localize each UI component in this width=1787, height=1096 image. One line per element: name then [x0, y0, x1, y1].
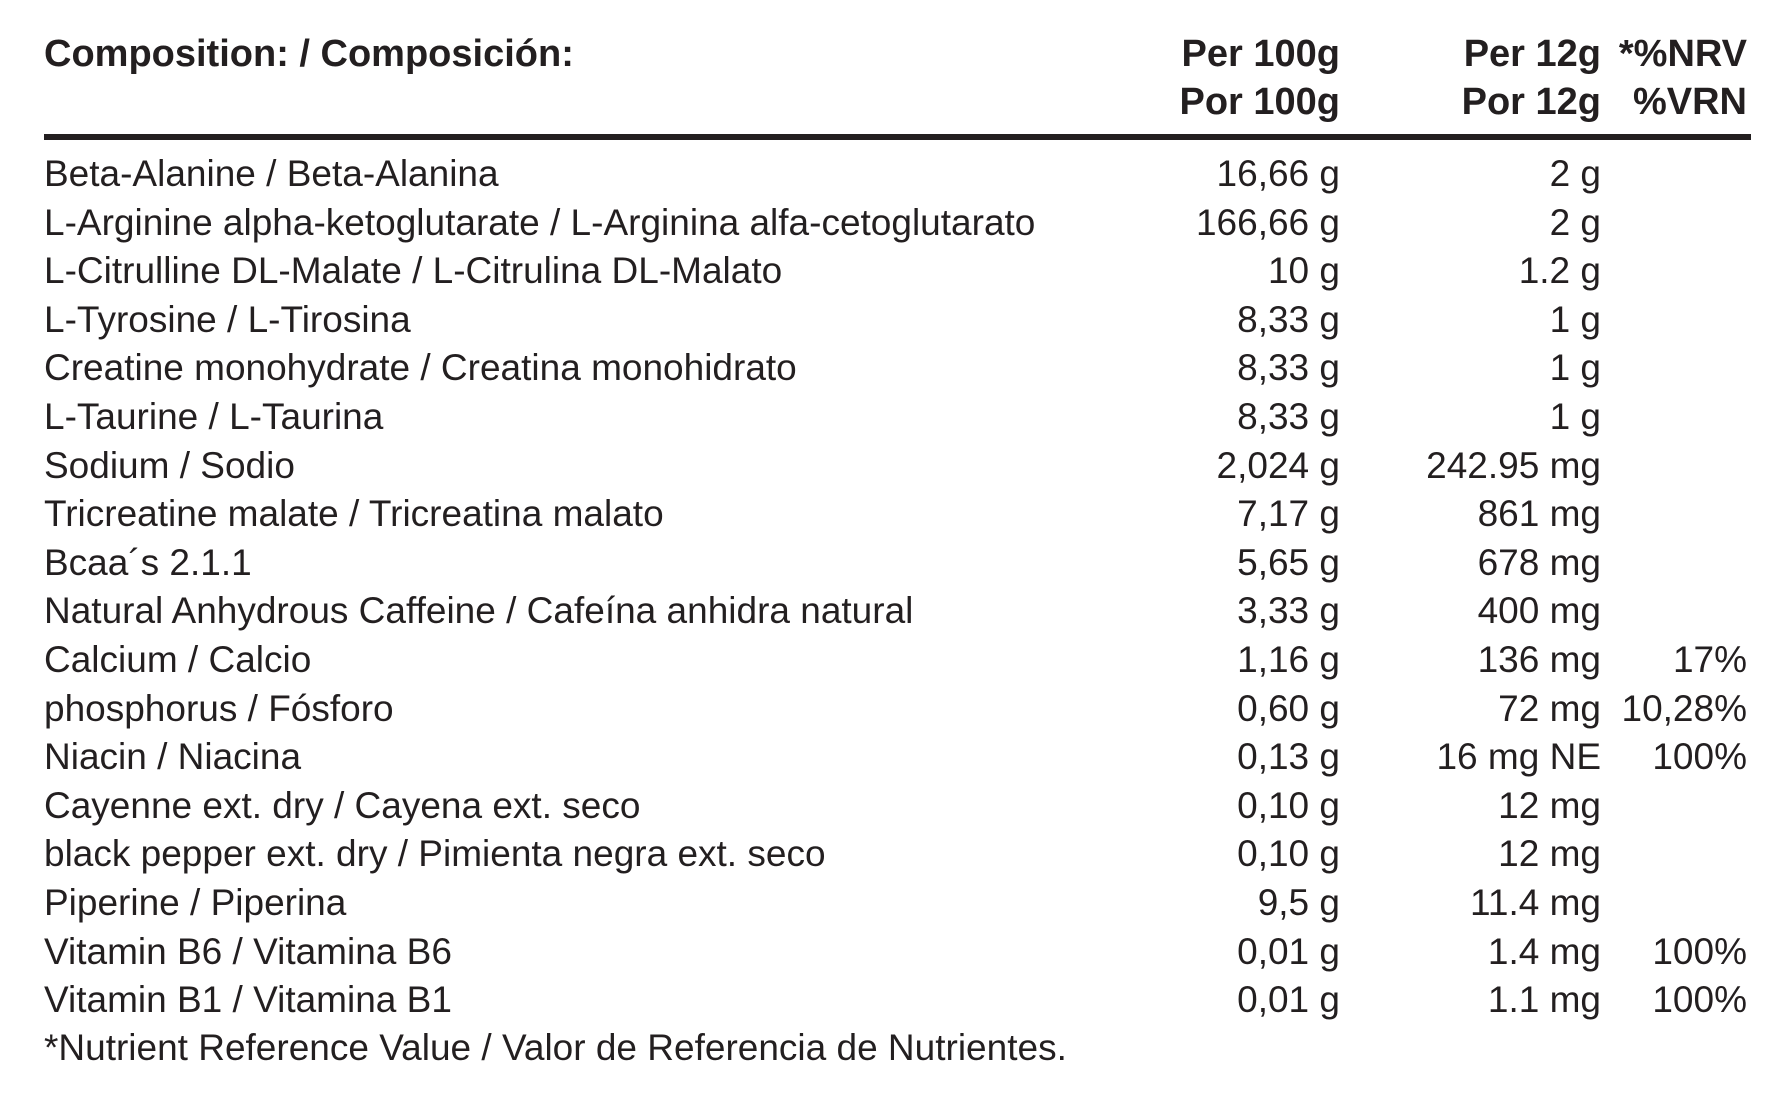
- ingredient-name: Piperine / Piperina: [44, 881, 347, 923]
- value-per-12g: 2 g: [1549, 201, 1601, 243]
- ingredient-name: L-Tyrosine / L-Tirosina: [44, 298, 411, 340]
- value-per-12g: 242.95 mg: [1426, 444, 1601, 486]
- column-header-per-100g-en: Per 100g: [1181, 33, 1340, 75]
- column-header-per-12g-es: Por 12g: [1461, 81, 1601, 123]
- value-per-100g: 3,33 g: [1237, 590, 1340, 632]
- value-per-12g: 1 g: [1549, 395, 1601, 437]
- value-per-12g: 11.4 mg: [1470, 881, 1601, 923]
- value-per-100g: 0,13 g: [1237, 736, 1340, 778]
- value-per-12g: 12 mg: [1498, 833, 1601, 875]
- table-row: [44, 539, 1751, 588]
- value-per-12g: 1 g: [1549, 347, 1601, 389]
- ingredient-name: Vitamin B6 / Vitamina B6: [44, 930, 452, 972]
- table-row: [44, 733, 1751, 782]
- column-header-nrv-es: %VRN: [1632, 81, 1747, 123]
- value-nrv: 100%: [1652, 979, 1747, 1021]
- ingredient-name: L-Taurine / L-Taurina: [44, 395, 384, 437]
- value-per-12g: 1.4 mg: [1487, 930, 1601, 972]
- table-row: [44, 976, 1751, 1025]
- value-per-12g: 136 mg: [1477, 638, 1601, 680]
- value-nrv: 100%: [1652, 736, 1747, 778]
- value-per-12g: 1.1 mg: [1487, 979, 1601, 1021]
- ingredient-name: Bcaa´s 2.1.1: [44, 541, 252, 583]
- table-title: Composition: / Composición:: [44, 33, 574, 75]
- ingredient-name: Niacin / Niacina: [44, 736, 302, 778]
- table-row: [44, 296, 1751, 345]
- value-per-100g: 8,33 g: [1237, 395, 1340, 437]
- value-per-100g: 0,01 g: [1237, 930, 1340, 972]
- table-row: [44, 685, 1751, 734]
- column-header-per-12g-en: Per 12g: [1463, 33, 1601, 75]
- ingredient-name: Creatine monohydrate / Creatina monohidrato: [44, 347, 797, 389]
- value-per-12g: 400 mg: [1477, 590, 1601, 632]
- column-header-per-100g-es: Por 100g: [1179, 81, 1340, 123]
- value-per-12g: 861 mg: [1477, 493, 1601, 535]
- ingredient-name: Vitamin B1 / Vitamina B1: [44, 979, 452, 1021]
- value-per-100g: 10 g: [1267, 250, 1340, 292]
- column-header-nrv: [1619, 30, 1747, 126]
- value-per-12g: 16 mg NE: [1436, 736, 1601, 778]
- value-per-100g: 16,66 g: [1216, 153, 1340, 194]
- ingredient-name: L-Arginine alpha-ketoglutarate / L-Arginina alfa-cetoglutarato: [44, 201, 1036, 243]
- column-header-per-12g: [1462, 30, 1601, 126]
- value-per-12g: 12 mg: [1498, 784, 1601, 826]
- table-header: [44, 0, 1751, 136]
- value-per-100g: 166,66 g: [1195, 201, 1340, 243]
- table-row: [44, 879, 1751, 928]
- value-nrv: 10,28%: [1621, 687, 1747, 729]
- value-per-100g: 9,5 g: [1257, 881, 1340, 923]
- ingredient-name: Calcium / Calcio: [44, 638, 312, 680]
- table-row: [44, 393, 1751, 442]
- ingredient-name: Beta-Alanine / Beta-Alanina: [44, 153, 499, 194]
- header-divider: [44, 134, 1751, 140]
- value-per-100g: 8,33 g: [1237, 347, 1340, 389]
- table-row: [44, 490, 1751, 539]
- value-per-100g: 0,60 g: [1237, 687, 1340, 729]
- table-row: [44, 344, 1751, 393]
- table-body: [44, 150, 1751, 1025]
- ingredient-name: L-Citrulline DL-Malate / L-Citrulina DL-Malato: [44, 250, 783, 292]
- table-row: [44, 636, 1751, 685]
- table-row: [44, 830, 1751, 879]
- table-row: [44, 442, 1751, 491]
- value-per-100g: 5,65 g: [1237, 541, 1340, 583]
- column-header-per-100g: [1179, 30, 1340, 126]
- footnote: *Nutrient Reference Value / Valor de Referencia de Nutrientes.: [44, 1027, 1067, 1068]
- value-per-12g: 1.2 g: [1518, 250, 1601, 292]
- value-per-100g: 0,01 g: [1237, 979, 1340, 1021]
- value-per-12g: 72 mg: [1498, 687, 1601, 729]
- value-per-100g: 7,17 g: [1237, 493, 1340, 535]
- value-per-12g: 1 g: [1549, 298, 1601, 340]
- value-per-12g: 2 g: [1549, 153, 1601, 194]
- table-row: [44, 928, 1751, 977]
- ingredient-name: Sodium / Sodio: [44, 444, 295, 486]
- composition-table: [44, 0, 1751, 1068]
- table-row: [44, 150, 1751, 199]
- ingredient-name: phosphorus / Fósforo: [44, 687, 394, 729]
- table-row: [44, 247, 1751, 296]
- value-per-100g: 8,33 g: [1237, 298, 1340, 340]
- value-nrv: 100%: [1652, 930, 1747, 972]
- value-per-12g: 678 mg: [1477, 541, 1601, 583]
- ingredient-name: black pepper ext. dry / Pimienta negra ext. seco: [44, 833, 826, 875]
- value-per-100g: 1,16 g: [1237, 638, 1340, 680]
- value-per-100g: 0,10 g: [1237, 833, 1340, 875]
- table-row: [44, 782, 1751, 831]
- table-row: [44, 587, 1751, 636]
- value-per-100g: 2,024 g: [1216, 444, 1340, 486]
- ingredient-name: Natural Anhydrous Caffeine / Cafeína anhidra natural: [44, 590, 914, 632]
- table-row: [44, 199, 1751, 248]
- ingredient-name: Tricreatine malate / Tricreatina malato: [44, 493, 664, 535]
- ingredient-name: Cayenne ext. dry / Cayena ext. seco: [44, 784, 641, 826]
- column-header-nrv-en: *%NRV: [1618, 33, 1747, 75]
- value-nrv: 17%: [1672, 638, 1747, 680]
- value-per-100g: 0,10 g: [1237, 784, 1340, 826]
